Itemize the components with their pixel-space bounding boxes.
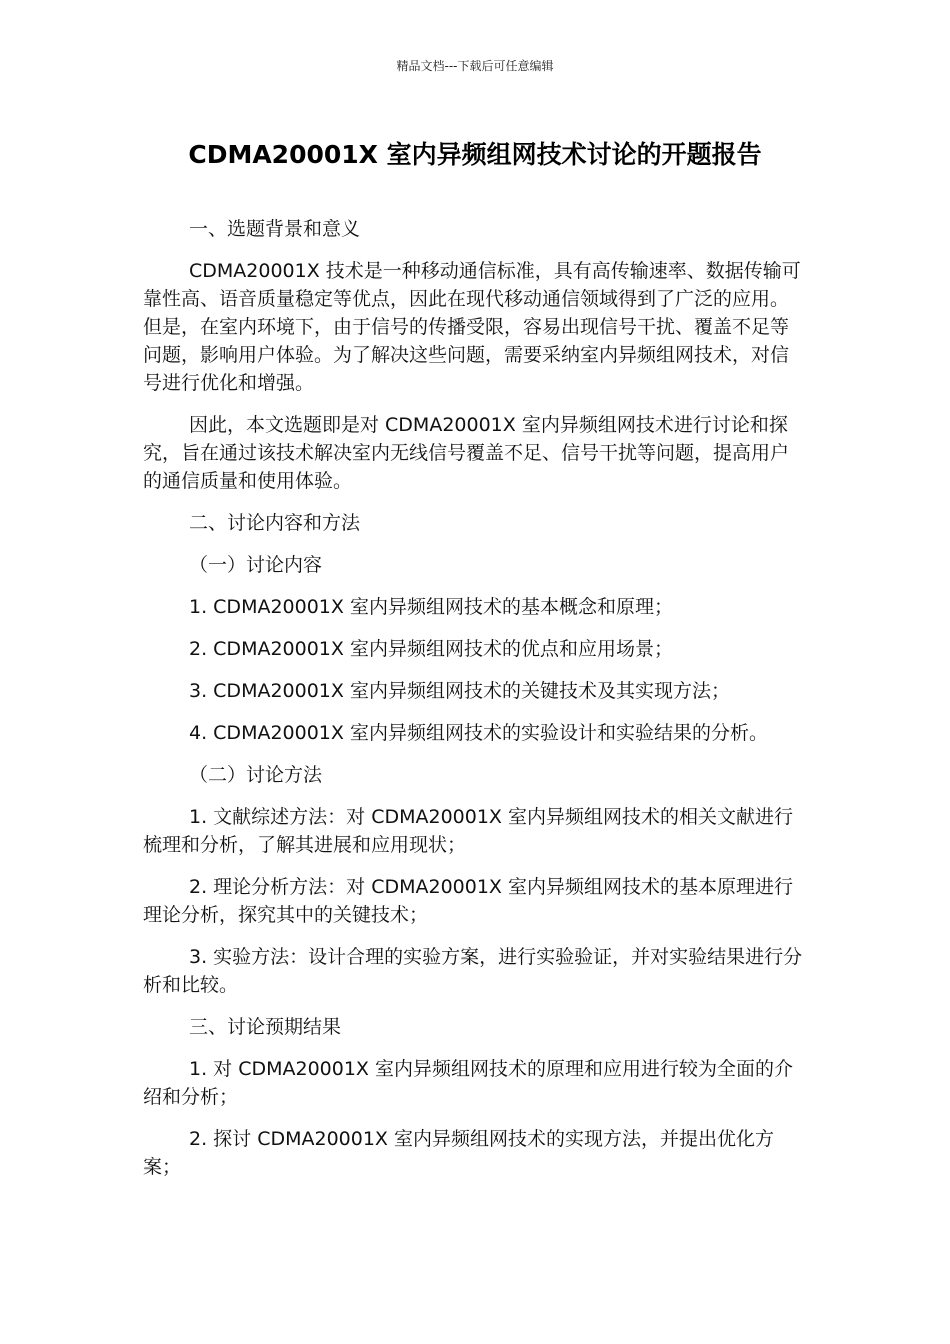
- page-header-text: 精品文档---下载后可任意编辑: [396, 59, 554, 73]
- paragraph-background-2: 因此，本文选题即是对 CDMA20001X 室内异频组网技术进行讨论和探究，旨在通过该技术解决室内无线信号覆盖不足、信号干扰等问题，提高用户的通信质量和使用体验。: [143, 414, 790, 492]
- list-item-result: 1. 对 CDMA20001X 室内异频组网技术的原理和应用进行较为全面的介绍和分析；: [143, 1058, 793, 1108]
- subheading-method: （二）讨论方法: [189, 764, 323, 786]
- document-title: CDMA20001X 室内异频组网技术讨论的开题报告: [188, 140, 762, 169]
- section-heading-background: 一、选题背景和意义: [189, 218, 361, 240]
- list-item-content: 3. CDMA20001X 室内异频组网技术的关键技术及其实现方法；: [189, 680, 730, 702]
- paragraph-background-1: CDMA20001X 技术是一种移动通信标准，具有高传输速率、数据传输可靠性高、语音质量稳定等优点，因此在现代移动通信领域得到了广泛的应用。但是，在室内环境下，由于信号的传播受限，容易出现信号干扰、覆盖不足等问题，影响用户体验。为了解决这些问题，需要采纳室内异频组网技术，对信号进行优化和增强。: [143, 260, 801, 394]
- document-body: [143, 215, 807, 1195]
- list-item-content: 2. CDMA20001X 室内异频组网技术的优点和应用场景；: [189, 638, 673, 660]
- list-item-method: 1. 文献综述方法：对 CDMA20001X 室内异频组网技术的相关文献进行梳理和分析，了解其进展和应用现状；: [143, 806, 793, 856]
- section-heading-expected-results: 三、讨论预期结果: [189, 1016, 342, 1038]
- section-heading-content-method: 二、讨论内容和方法: [189, 512, 361, 534]
- list-item-content: 1. CDMA20001X 室内异频组网技术的基本概念和原理；: [189, 596, 673, 618]
- list-item-result: 2. 探讨 CDMA20001X 室内异频组网技术的实现方法，并提出优化方案；: [143, 1128, 774, 1178]
- list-item-method: 3. 实验方法：设计合理的实验方案，进行实验验证，并对实验结果进行分析和比较。: [143, 946, 803, 996]
- list-item-content: 4. CDMA20001X 室内异频组网技术的实验设计和实验结果的分析。: [189, 722, 768, 744]
- list-item-method: 2. 理论分析方法：对 CDMA20001X 室内异频组网技术的基本原理进行理论分析，探究其中的关键技术；: [143, 876, 793, 926]
- subheading-content: （一）讨论内容: [189, 554, 323, 576]
